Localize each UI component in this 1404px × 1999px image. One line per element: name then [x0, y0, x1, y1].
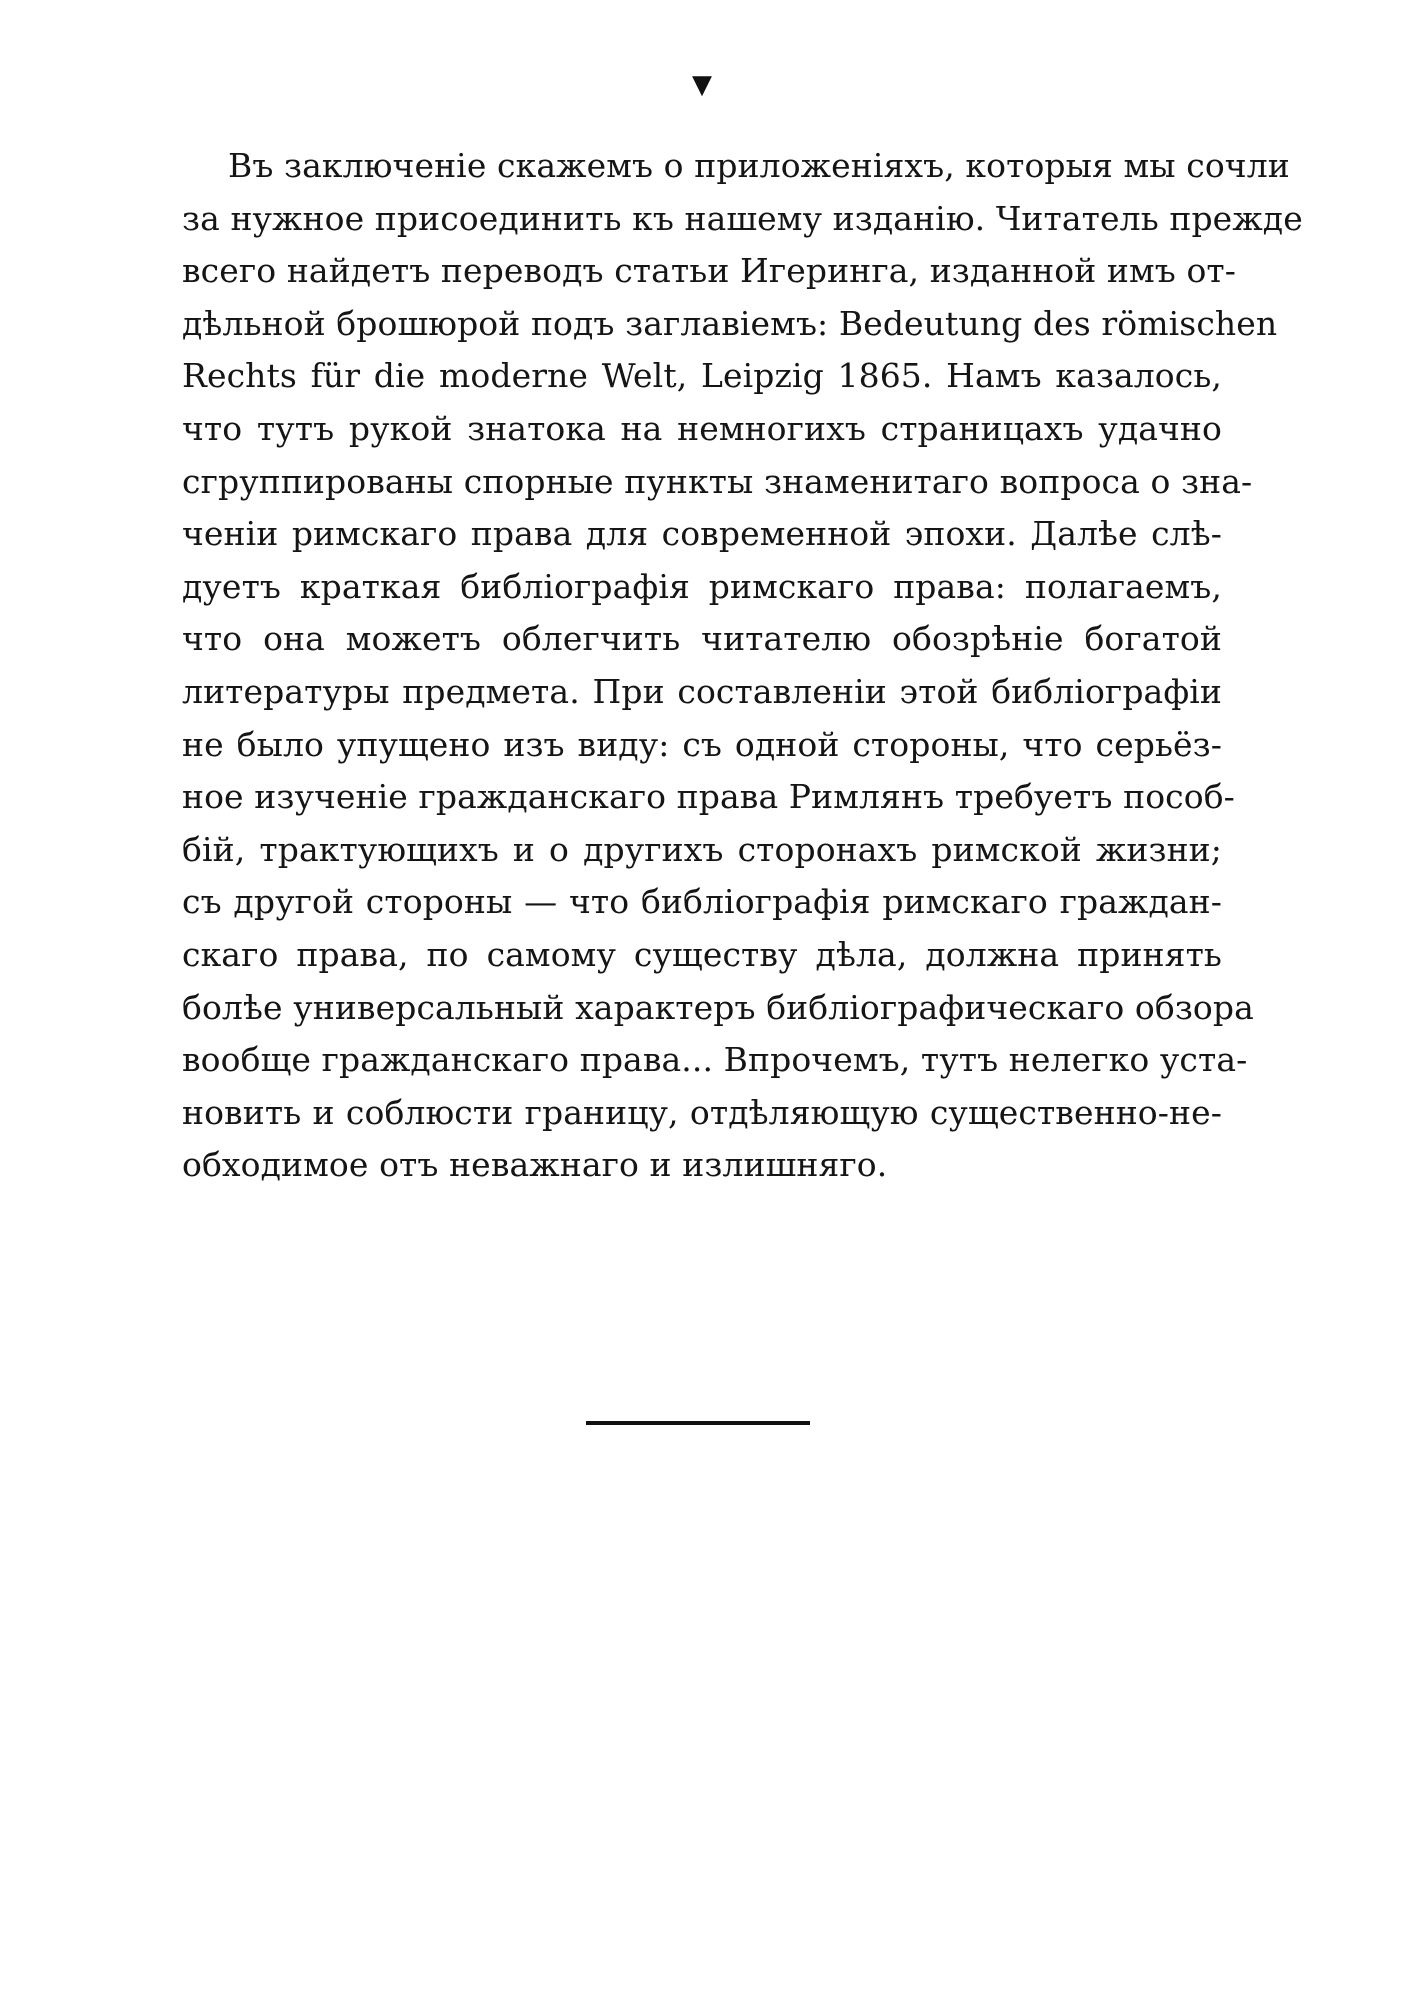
- section-divider: [586, 1421, 810, 1425]
- text-line: что тутъ рукой знатока на немногихъ страницахъ удачно: [182, 408, 1222, 448]
- text-line: скаго права, по самому существу дѣла, должна принять: [182, 934, 1222, 974]
- text-line: ченiи римскаго права для современной эпохи. Далѣе слѣ-: [182, 514, 1222, 554]
- text-line: всего найдетъ переводъ статьи Игеринга, изданной имъ от-: [182, 251, 1237, 291]
- text-line: Rechts für die moderne Welt, Leipzig 1865. Намъ казалось,: [182, 356, 1222, 396]
- text-line: бiй, трактующихъ и о другихъ сторонахъ римской жизни;: [182, 829, 1222, 869]
- body-paragraph: [182, 140, 1303, 1192]
- text-line: дуетъ краткая библiографiя римскаго права: полагаемъ,: [182, 566, 1222, 606]
- text-line: ное изученiе гражданскаго права Римлянъ требуетъ пособ-: [182, 777, 1235, 817]
- text-line: съ другой стороны — что библiографiя римскаго граждан-: [182, 882, 1222, 922]
- text-line: болѣе универсальный характеръ библiографическаго обзора: [182, 987, 1254, 1027]
- text-line: сгруппированы спорные пункты знаменитаго вопроса о зна-: [182, 461, 1253, 501]
- text-line: за нужное присоединить къ нашему изданiю. Читатель прежде: [182, 198, 1303, 238]
- text-line: вообще гражданскаго права... Впрочемъ, тутъ нелегко уста-: [182, 1040, 1248, 1080]
- text-line: дѣльной брошюрой подъ заглавiемъ: Bedeutung des römischen: [182, 303, 1278, 343]
- text-line: не было упущено изъ виду: съ одной стороны, что серьёз-: [182, 724, 1222, 764]
- text-line: литературы предмета. При составленiи этой библiографiи: [182, 671, 1222, 711]
- text-line: обходимое отъ неважнаго и излишняго.: [182, 1145, 888, 1185]
- text-line: новить и соблюсти границу, отдѣляющую существенно-не-: [182, 1092, 1222, 1132]
- text-line: что она можетъ облегчить читателю обозрѣнiе богатой: [182, 619, 1222, 659]
- page-marker: ▼: [692, 70, 712, 100]
- text-line: Въ заключенiе скажемъ о приложенiяхъ, которыя мы сочли: [228, 146, 1290, 185]
